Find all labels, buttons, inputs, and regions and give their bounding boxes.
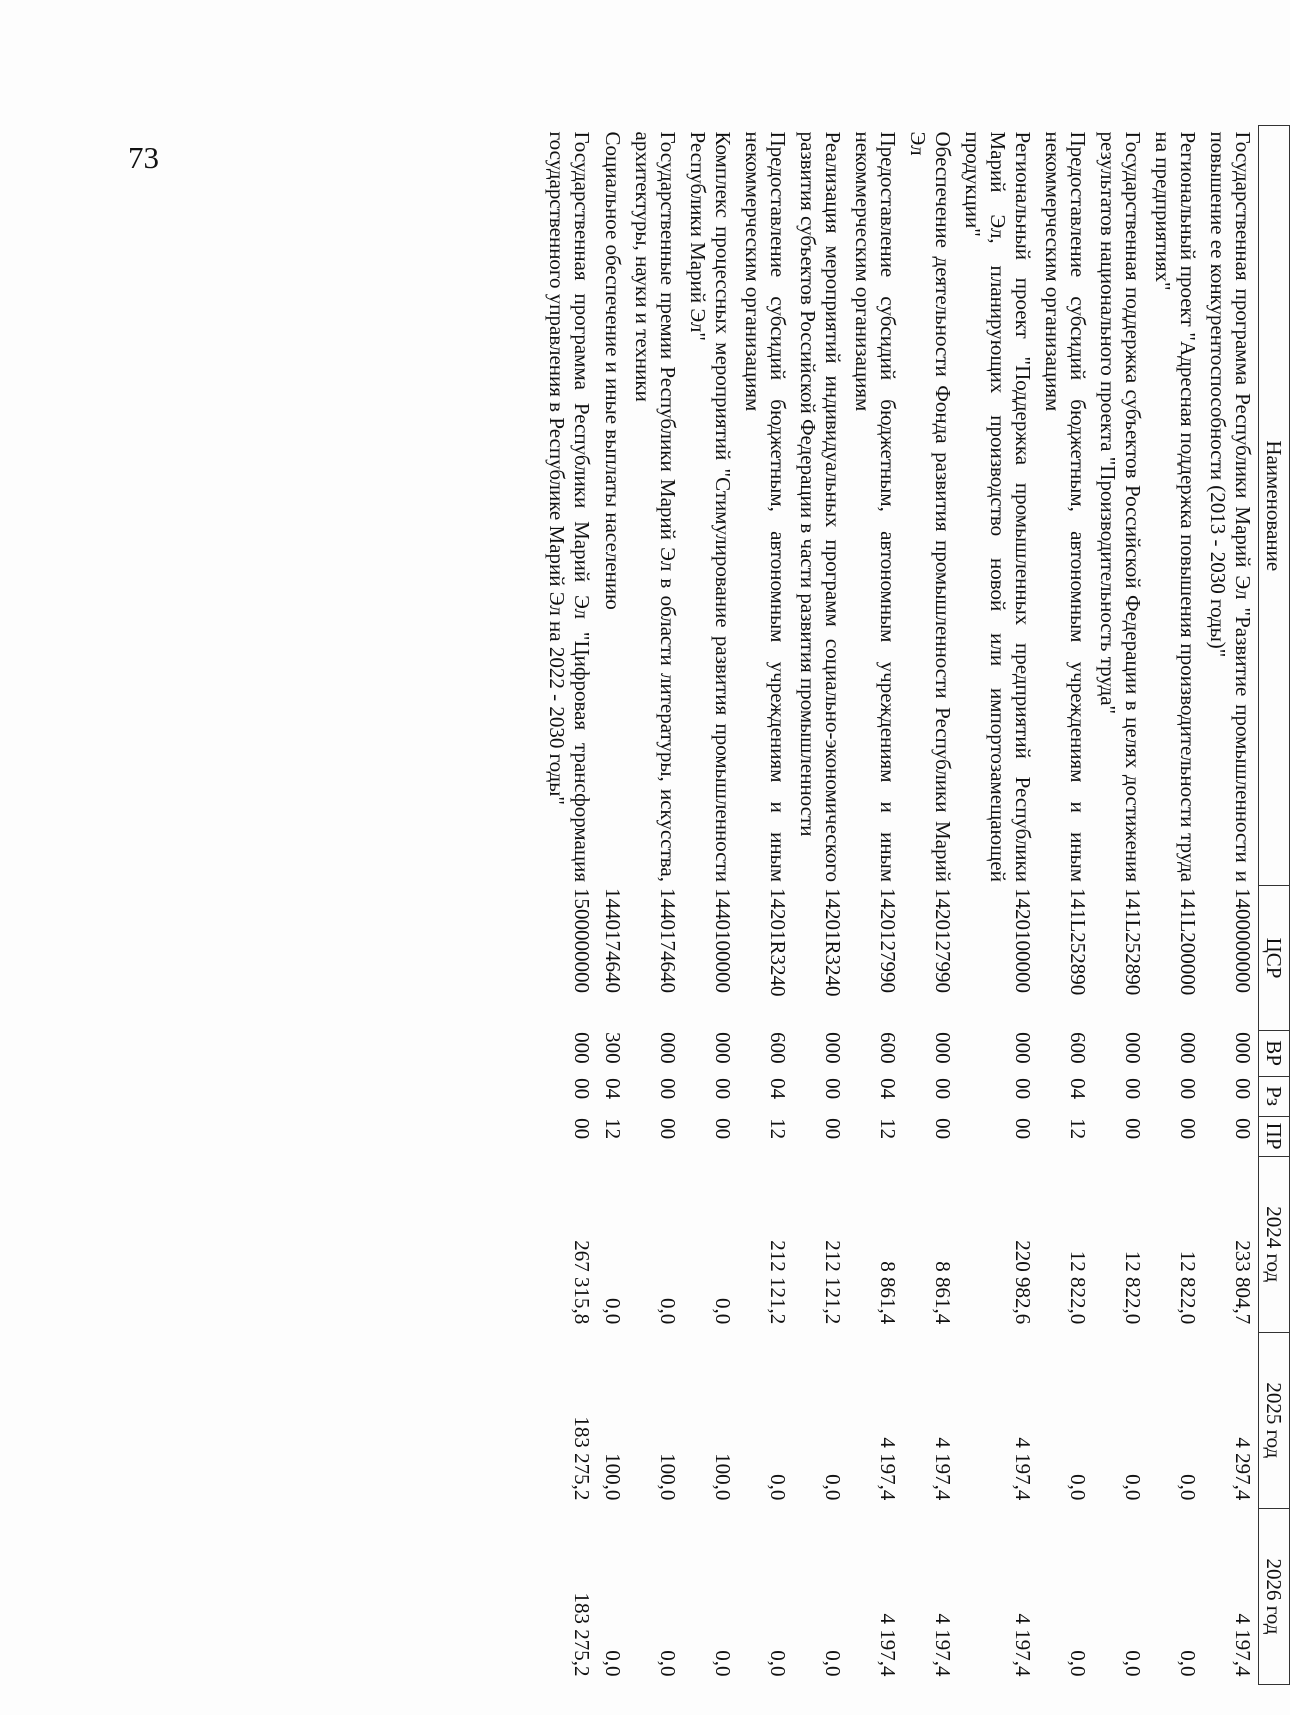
cell-2026: 4 197,4 (1011, 1613, 1035, 1677)
page-number: 73 (128, 140, 159, 175)
cell-2024: 233 804,7 (1231, 1240, 1255, 1325)
table-row (1038, 126, 1093, 1685)
header-csr: ЦСР (1259, 886, 1290, 1030)
cell-rz: 04 (601, 1078, 625, 1100)
table-row (542, 126, 597, 1685)
cell-2024: 0,0 (711, 1297, 735, 1325)
cell-2024: 212 121,2 (766, 1240, 790, 1325)
cell-rz: 00 (821, 1078, 845, 1100)
cell-2025: 0,0 (1176, 1474, 1200, 1501)
cell-csr: 141L252890 (1066, 887, 1090, 996)
cell-2025: 4 197,4 (876, 1437, 900, 1501)
cell-2024: 212 121,2 (821, 1240, 845, 1325)
cell-vr: 000 (931, 1032, 955, 1064)
cell-vr: 000 (1231, 1032, 1255, 1064)
cell-2024: 12 822,0 (1121, 1250, 1145, 1325)
cell-name: Региональный проект "Адресная поддержка повышения производительности труда на предприятиях" (1151, 131, 1200, 882)
cell-2025: 4 197,4 (1011, 1437, 1035, 1501)
cell-2026: 4 197,4 (1231, 1613, 1255, 1677)
cell-pr: 12 (601, 1118, 625, 1140)
header-2026: 2026 год (1259, 1508, 1290, 1684)
cell-rz: 00 (570, 1078, 594, 1100)
cell-name: Государственная поддержка субъектов Российской Федерации в целях достижения результатов национального проекта "Производительность труда" (1096, 131, 1145, 882)
table-body (542, 126, 1259, 1685)
cell-csr: 14201R3240 (766, 887, 790, 997)
budget-table (542, 125, 1290, 1685)
cell-csr: 1440174640 (656, 887, 680, 993)
cell-2024: 12 822,0 (1066, 1250, 1090, 1325)
table-row (628, 126, 683, 1685)
cell-pr: 00 (931, 1118, 955, 1140)
cell-rz: 04 (766, 1078, 790, 1100)
cell-pr: 12 (766, 1118, 790, 1140)
cell-vr: 600 (876, 1032, 900, 1064)
cell-pr: 00 (1231, 1118, 1255, 1140)
cell-name: Государственная программа Республики Марий Эл "Развитие промышленности и повышение ее конкурентоспособности (2013 - 2030 годы)" (1206, 131, 1255, 882)
cell-2026: 0,0 (1121, 1650, 1145, 1677)
cell-2026: 0,0 (711, 1650, 735, 1677)
cell-pr: 00 (1121, 1118, 1145, 1140)
cell-vr: 000 (570, 1032, 594, 1064)
cell-pr: 00 (570, 1118, 594, 1140)
cell-2024: 0,0 (601, 1297, 625, 1325)
cell-2025: 4 297,4 (1231, 1437, 1255, 1501)
cell-csr: 1500000000 (570, 887, 594, 993)
cell-2025: 0,0 (821, 1474, 845, 1501)
cell-csr: 1420127990 (931, 887, 955, 993)
cell-vr: 600 (766, 1032, 790, 1064)
cell-pr: 00 (656, 1118, 680, 1140)
cell-pr: 00 (821, 1118, 845, 1140)
table-row (1203, 126, 1259, 1685)
cell-2026: 183 275,2 (570, 1592, 594, 1677)
header-pr: ПР (1259, 1116, 1290, 1156)
table-row (1093, 126, 1148, 1685)
cell-vr: 000 (821, 1032, 845, 1064)
cell-vr: 000 (711, 1032, 735, 1064)
cell-name: Социальное обеспечение и иные выплаты населению (601, 131, 625, 610)
cell-name: Реализация мероприятий индивидуальных программ социально-экономического развития субъектов Российской Федерации в части развития промышленности (796, 131, 845, 882)
cell-vr: 000 (1176, 1032, 1200, 1064)
cell-csr: 1400000000 (1231, 887, 1255, 993)
cell-vr: 000 (656, 1032, 680, 1064)
cell-name: Предоставление субсидий бюджетным, автономным учреждениям и иным некоммерческим организациям (1041, 131, 1090, 882)
rotated-table-area (290, 125, 1290, 1715)
cell-csr: 1420127990 (876, 887, 900, 993)
cell-2024: 8 861,4 (876, 1261, 900, 1325)
cell-name: Государственная программа Республики Марий Эл "Цифровая трансформация государственного управления в Республике Марий Эл на 2022 - 2030 годы" (545, 131, 594, 882)
cell-2025: 100,0 (711, 1453, 735, 1501)
cell-name: Региональный проект "Поддержка промышленных предприятий Республики Марий Эл, планирующих производство новой или импортозамещающей продукции" (961, 131, 1035, 882)
table-row (958, 126, 1038, 1685)
table-row (848, 126, 903, 1685)
cell-2026: 4 197,4 (876, 1613, 900, 1677)
cell-2024: 8 861,4 (931, 1261, 955, 1325)
cell-name: Предоставление субсидий бюджетным, автономным учреждениям и иным некоммерческим организациям (851, 131, 900, 882)
cell-pr: 00 (711, 1118, 735, 1140)
cell-name: Обеспечение деятельности Фонда развития промышленности Республики Марий Эл (906, 131, 955, 882)
cell-2026: 0,0 (1176, 1650, 1200, 1677)
cell-2025: 100,0 (601, 1453, 625, 1501)
cell-2026: 0,0 (766, 1650, 790, 1677)
table-row (683, 126, 738, 1685)
table-header-row (1259, 126, 1290, 1685)
cell-2024: 12 822,0 (1176, 1250, 1200, 1325)
header-2025: 2025 год (1259, 1332, 1290, 1508)
cell-2025: 0,0 (1066, 1474, 1090, 1501)
cell-2025: 4 197,4 (931, 1437, 955, 1501)
cell-pr: 12 (876, 1118, 900, 1140)
header-2024: 2024 год (1259, 1156, 1290, 1332)
cell-rz: 00 (1121, 1078, 1145, 1100)
table-row (1148, 126, 1203, 1685)
cell-vr: 000 (1121, 1032, 1145, 1064)
cell-name: Комплекс процессных мероприятий "Стимулирование развития промышленности Республики Марий Эл" (686, 131, 735, 882)
cell-csr: 1440100000 (711, 887, 735, 993)
cell-2024: 267 315,8 (570, 1240, 594, 1325)
cell-rz: 00 (1011, 1078, 1035, 1100)
cell-pr: 00 (1011, 1118, 1035, 1140)
cell-2026: 0,0 (1066, 1650, 1090, 1677)
cell-2026: 0,0 (821, 1650, 845, 1677)
cell-2025: 183 275,2 (570, 1416, 594, 1501)
cell-name: Государственные премии Республики Марий Эл в области литературы, искусства, архитектуры, науки и техники (631, 131, 680, 882)
cell-2024: 0,0 (656, 1297, 680, 1325)
cell-rz: 04 (1066, 1078, 1090, 1100)
cell-vr: 600 (1066, 1032, 1090, 1064)
table-row (738, 126, 793, 1685)
cell-vr: 000 (1011, 1032, 1035, 1064)
cell-rz: 00 (1176, 1078, 1200, 1100)
cell-rz: 00 (656, 1078, 680, 1100)
cell-csr: 141L252890 (1121, 887, 1145, 996)
cell-csr: 141L200000 (1176, 887, 1200, 996)
header-vr: ВР (1259, 1030, 1290, 1076)
cell-pr: 00 (1176, 1118, 1200, 1140)
cell-csr: 1420100000 (1011, 887, 1035, 993)
cell-csr: 14201R3240 (821, 887, 845, 997)
cell-2026: 0,0 (656, 1650, 680, 1677)
cell-rz: 04 (876, 1078, 900, 1100)
cell-pr: 12 (1066, 1118, 1090, 1140)
table-row (793, 126, 848, 1685)
cell-rz: 00 (931, 1078, 955, 1100)
cell-2026: 4 197,4 (931, 1613, 955, 1677)
table-row (903, 126, 958, 1685)
cell-vr: 300 (601, 1032, 625, 1064)
cell-2025: 100,0 (656, 1453, 680, 1501)
cell-rz: 00 (1231, 1078, 1255, 1100)
header-rz: Рз (1259, 1076, 1290, 1116)
cell-name: Предоставление субсидий бюджетным, автономным учреждениям и иным некоммерческим организациям (741, 131, 790, 882)
table-row (597, 126, 628, 1685)
cell-2024: 220 982,6 (1011, 1240, 1035, 1325)
cell-csr: 1440174640 (601, 887, 625, 993)
header-name: Наименование (1259, 126, 1290, 886)
cell-2025: 0,0 (766, 1474, 790, 1501)
cell-2025: 0,0 (1121, 1474, 1145, 1501)
cell-rz: 00 (711, 1078, 735, 1100)
cell-2026: 0,0 (601, 1650, 625, 1677)
